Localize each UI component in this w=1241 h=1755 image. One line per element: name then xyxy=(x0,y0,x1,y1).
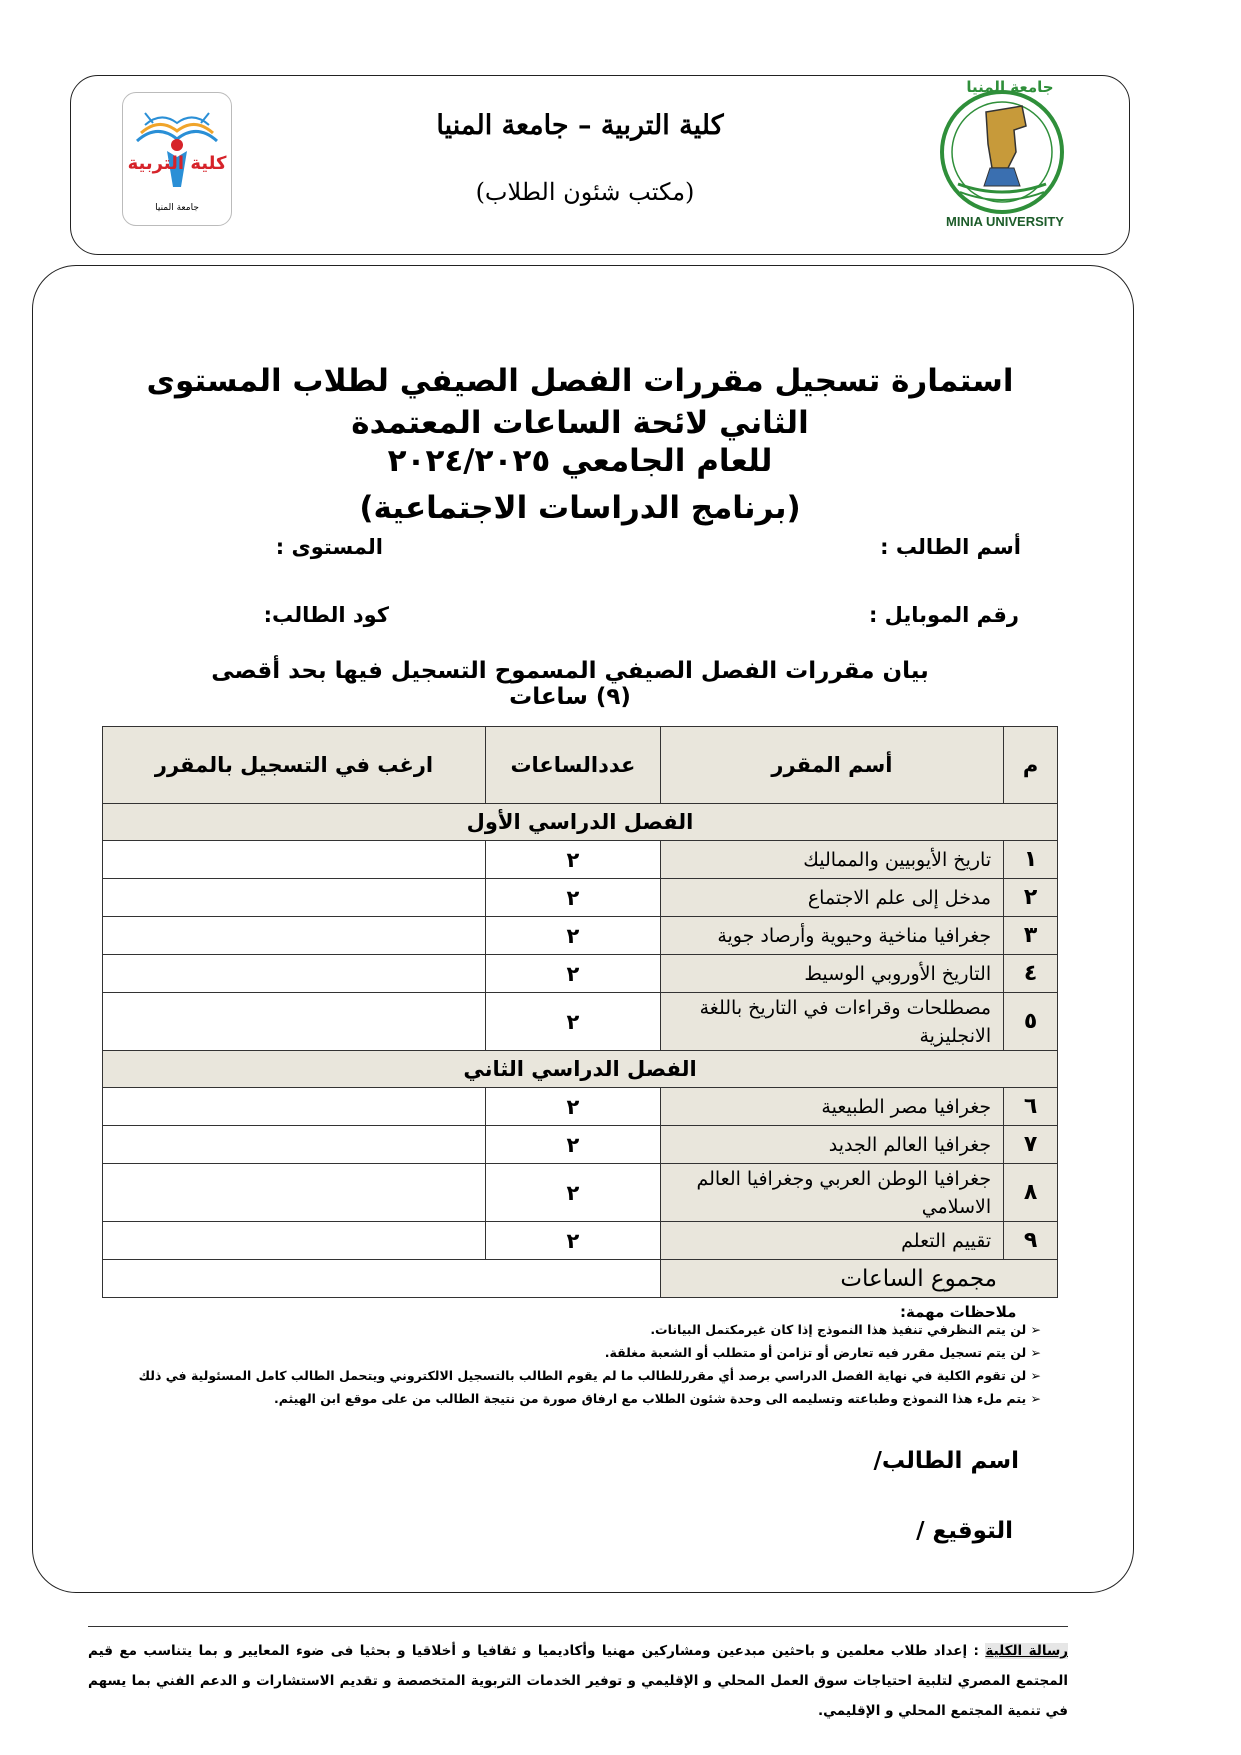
row-num: ٧ xyxy=(1004,1126,1058,1164)
table-row xyxy=(103,1126,1058,1164)
total-row xyxy=(103,1260,1058,1298)
note-item xyxy=(274,1391,1041,1406)
course-name: جغرافيا العالم الجديد xyxy=(828,1133,992,1156)
notes-title: ملاحظات مهمة: xyxy=(900,1303,1017,1321)
header-hours: عددالساعات xyxy=(486,727,661,804)
mission-text: : إعداد طلاب معلمين و باحثين مبدعين ومشاركين مهنيا وأكاديميا و ثقافيا و أخلاقيا و بحثيا فى ضوء المعايير و بما يتناسب مع قيم المجتمع المصري لتلبية احتياجات سوق العمل المحلي و الإقليمي و توفير الخدمات التربوية المتخصصة و تقديم الاستشارات و الدعم الفني بما يسهم في تنمية المجتمع المحلي و الإقليمي. xyxy=(88,1643,1068,1719)
table-row xyxy=(103,841,1058,879)
row-course xyxy=(660,1222,1003,1260)
table-row xyxy=(103,917,1058,955)
total-hours-label: مجموع الساعات xyxy=(660,1260,1057,1298)
course-name: جغرافيا مناخية وحيوية وأرصاد جوية xyxy=(717,924,992,947)
row-hours: ٢ xyxy=(486,841,661,879)
row-hours: ٢ xyxy=(486,1164,661,1222)
table-row xyxy=(103,993,1058,1051)
minia-university-logo xyxy=(930,78,1080,234)
row-hours: ٢ xyxy=(486,1088,661,1126)
register-cell[interactable] xyxy=(103,879,486,917)
course-name: مدخل إلى علم الاجتماع xyxy=(807,886,992,909)
register-cell[interactable] xyxy=(103,1222,486,1260)
row-hours: ٢ xyxy=(486,955,661,993)
arrow-bullet-icon: ➢ xyxy=(1030,1368,1041,1383)
register-cell[interactable] xyxy=(103,841,486,879)
level-label: المستوى : xyxy=(275,535,383,559)
row-course xyxy=(660,1164,1003,1222)
table-header-row xyxy=(103,727,1058,804)
courses-table xyxy=(102,726,1058,1298)
office-title: (مكتب شئون الطلاب) xyxy=(475,178,695,206)
row-num: ١ xyxy=(1004,841,1058,879)
row-hours: ٢ xyxy=(486,917,661,955)
course-name: جغرافيا الوطن العربي وجغرافيا العالم الاسلامي xyxy=(696,1167,992,1218)
note-item xyxy=(605,1345,1041,1360)
course-name: التاريخ الأوروبي الوسيط xyxy=(804,962,992,985)
academic-year: للعام الجامعي ٢٠٢٤/٢٠٢٥ xyxy=(387,443,773,479)
nefertiti-emblem-icon xyxy=(930,82,1080,234)
total-hours-value[interactable] xyxy=(103,1260,661,1298)
row-hours: ٢ xyxy=(486,1222,661,1260)
student-name-label: أسم الطالب : xyxy=(880,535,1021,559)
row-course xyxy=(660,1088,1003,1126)
note-text: لن يتم تسجيل مقرر فيه تعارض أو تزامن أو متطلب أو الشعبة مغلقة. xyxy=(604,1345,1027,1360)
row-course xyxy=(660,879,1003,917)
faculty-university-title: كلية التربية – جامعة المنيا xyxy=(436,110,724,141)
table-row xyxy=(103,1222,1058,1260)
arrow-bullet-icon: ➢ xyxy=(1030,1322,1041,1337)
semester2-label: الفصل الدراسي الثاني xyxy=(103,1051,1058,1088)
row-course xyxy=(660,1126,1003,1164)
mobile-label: رقم الموبايل : xyxy=(868,603,1019,627)
note-text: لن يتم النظرفي تنفيذ هذا النموذج إذا كان غيرمكتمل البيانات. xyxy=(650,1322,1027,1337)
row-hours: ٢ xyxy=(486,879,661,917)
header-course: أسم المقرر xyxy=(660,727,1003,804)
register-cell[interactable] xyxy=(103,1088,486,1126)
table-row xyxy=(103,1088,1058,1126)
table-caption: بيان مقررات الفصل الصيفي المسموح التسجيل فيها بحد أقصى (٩) ساعات xyxy=(211,658,929,710)
student-code-label: كود الطالب: xyxy=(263,603,389,627)
faculty-logo xyxy=(122,92,232,226)
register-cell[interactable] xyxy=(103,917,486,955)
row-course xyxy=(660,917,1003,955)
header-want: ارغب في التسجيل بالمقرر xyxy=(103,727,486,804)
table-row xyxy=(103,879,1058,917)
table-row xyxy=(103,1164,1058,1222)
note-text: يتم ملء هذا النموذج وطباعته وتسليمه الى وحدة شئون الطلاب مع ارفاق صورة من نتيجة الطالب من على موقع ابن الهيثم. xyxy=(273,1391,1027,1406)
row-num: ٥ xyxy=(1004,993,1058,1051)
row-course xyxy=(660,993,1003,1051)
row-hours: ٢ xyxy=(486,993,661,1051)
college-mission xyxy=(88,1636,1068,1726)
header-num: م xyxy=(1004,727,1058,804)
semester-row xyxy=(103,1051,1058,1088)
logo-left-subtext: جامعة المنيا xyxy=(155,203,199,213)
note-item xyxy=(650,1322,1041,1337)
program-name: (برنامج الدراسات الاجتماعية) xyxy=(359,490,801,526)
logo-left-text: كلية التربية xyxy=(127,153,227,174)
row-num: ٩ xyxy=(1004,1222,1058,1260)
register-cell[interactable] xyxy=(103,1164,486,1222)
row-num: ٤ xyxy=(1004,955,1058,993)
semester-row xyxy=(103,804,1058,841)
register-cell[interactable] xyxy=(103,1126,486,1164)
form-title: استمارة تسجيل مقررات الفصل الصيفي لطلاب المستوى الثاني لائحة الساعات المعتمدة xyxy=(146,363,1014,441)
student-name-signature-label: اسم الطالب/ xyxy=(873,1448,1019,1474)
arrow-bullet-icon: ➢ xyxy=(1030,1391,1041,1406)
row-course xyxy=(660,841,1003,879)
footer-divider xyxy=(88,1626,1068,1627)
course-name: جغرافيا مصر الطبيعية xyxy=(821,1095,992,1118)
table-row xyxy=(103,955,1058,993)
mission-label: رسالة الكلية xyxy=(985,1643,1068,1659)
semester1-label: الفصل الدراسي الأول xyxy=(103,804,1058,841)
course-name: مصطلحات وقراءات في التاريخ باللغة الانجليزية xyxy=(699,996,992,1047)
row-num: ٣ xyxy=(1004,917,1058,955)
row-num: ٨ xyxy=(1004,1164,1058,1222)
row-num: ٢ xyxy=(1004,879,1058,917)
row-hours: ٢ xyxy=(486,1126,661,1164)
register-cell[interactable] xyxy=(103,955,486,993)
note-text: لن تقوم الكلية في نهاية الفصل الدراسي برصد أي مقررللطالب ما لم يقوم الطالب بالتسجيل الالكتروني ويتحمل الطالب كامل المسئولية في ذلك xyxy=(138,1368,1027,1383)
course-name: تقييم التعلم xyxy=(901,1229,992,1252)
arrow-bullet-icon: ➢ xyxy=(1030,1345,1041,1360)
minia-logo-english: MINIA UNIVERSITY xyxy=(946,214,1064,229)
note-item xyxy=(139,1368,1041,1383)
minia-logo-arabic: جامعة المنيا xyxy=(966,78,1054,96)
row-num: ٦ xyxy=(1004,1088,1058,1126)
register-cell[interactable] xyxy=(103,993,486,1051)
signature-label: التوقيع / xyxy=(916,1518,1013,1544)
course-name: تاريخ الأيوبيين والمماليك xyxy=(803,848,992,871)
row-course xyxy=(660,955,1003,993)
